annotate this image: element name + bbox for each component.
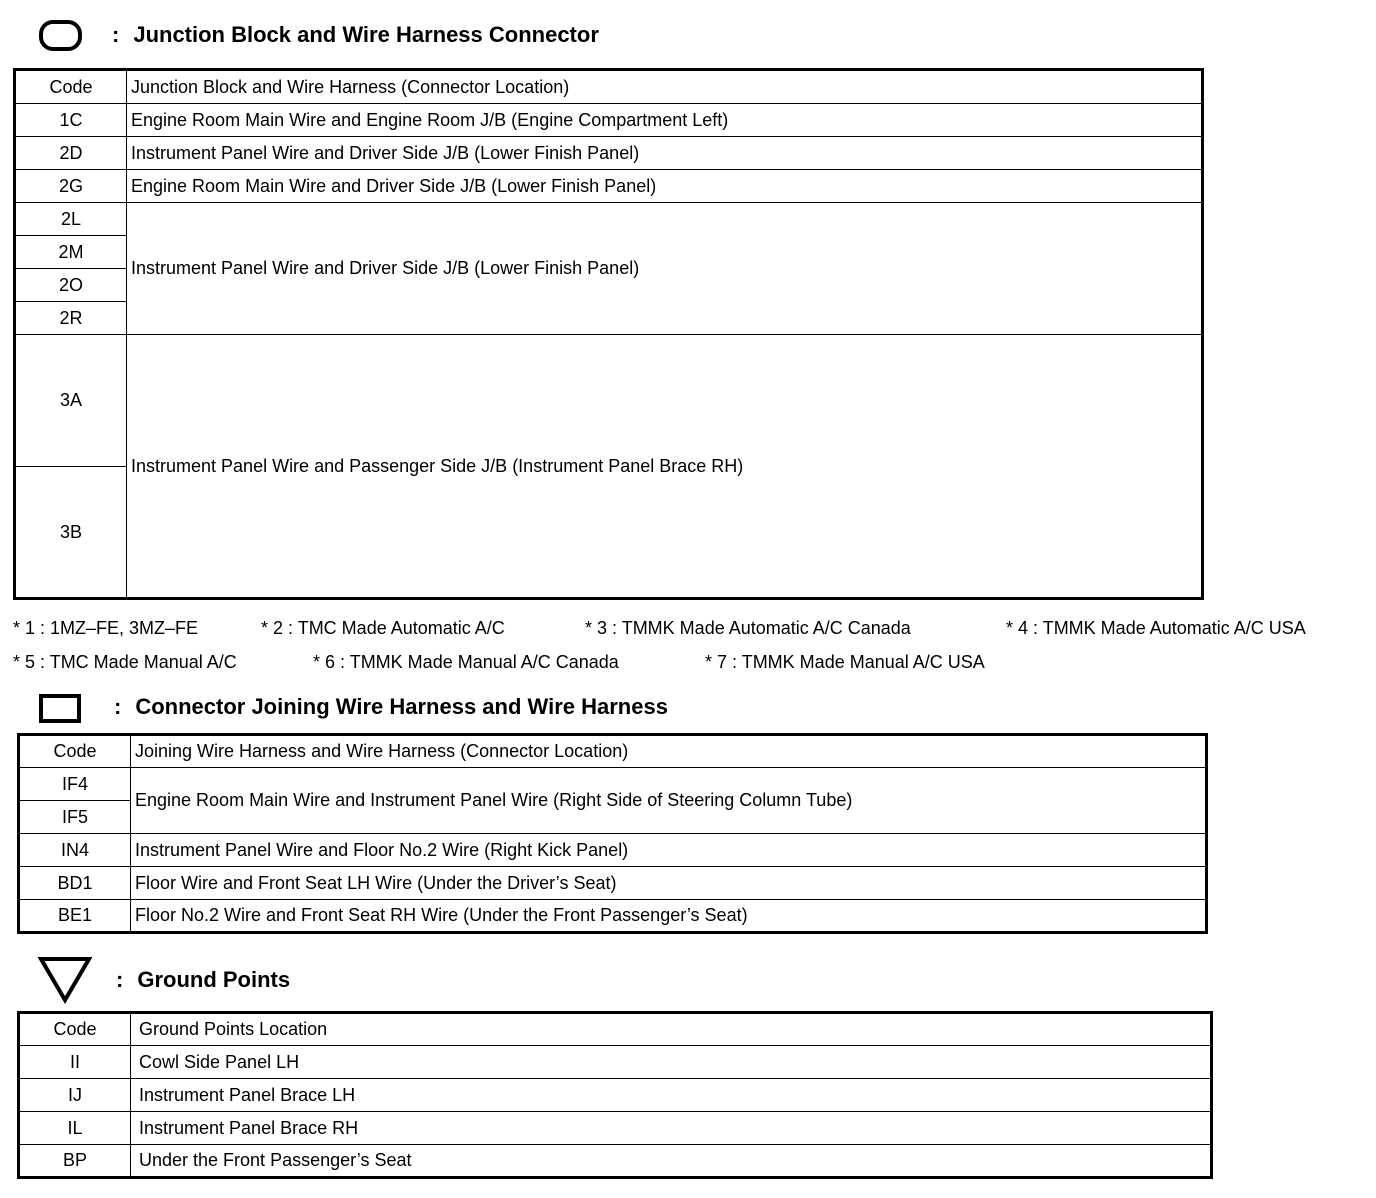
code-header: Code — [15, 70, 127, 104]
row-code: 2M — [15, 236, 127, 269]
row-code: IL — [19, 1112, 131, 1145]
row-desc: Instrument Panel Brace LH — [131, 1079, 1212, 1112]
row-code: 3A — [15, 335, 127, 467]
table-header-row — [19, 1013, 1212, 1046]
group-desc: Instrument Panel Wire and Driver Side J/B (Lower Finish Panel) — [127, 203, 1203, 335]
table-row — [19, 768, 1207, 801]
row-code: 3B — [15, 467, 127, 599]
row-code: IF5 — [19, 801, 131, 834]
note: * 3 : TMMK Made Automatic A/C Canada — [585, 618, 911, 638]
square-icon — [38, 690, 84, 724]
heading-colon: : — [112, 22, 120, 47]
rounded-rectangle-icon — [38, 18, 84, 52]
table-row — [19, 900, 1207, 933]
row-code: IN4 — [19, 834, 131, 867]
row-code: IF4 — [19, 768, 131, 801]
junction-section-heading — [38, 18, 599, 52]
group-desc: Engine Room Main Wire and Instrument Panel Wire (Right Side of Steering Column Tube) — [131, 768, 1207, 834]
row-code: 2O — [15, 269, 127, 302]
table-row — [19, 834, 1207, 867]
heading-colon: : — [116, 967, 124, 992]
desc-header: Joining Wire Harness and Wire Harness (Connector Location) — [131, 735, 1207, 768]
row-code: 2D — [15, 137, 127, 170]
code-header: Code — [19, 1013, 131, 1046]
group-desc: Instrument Panel Wire and Passenger Side J/B (Instrument Panel Brace RH) — [127, 335, 1203, 599]
ground-table — [17, 1011, 1213, 1179]
triangle-down-icon — [38, 955, 92, 1005]
table-row — [15, 137, 1203, 170]
desc-header: Junction Block and Wire Harness (Connector Location) — [127, 70, 1203, 104]
note: * 4 : TMMK Made Automatic A/C USA — [1006, 618, 1306, 638]
heading-colon: : — [114, 694, 122, 719]
row-desc: Engine Room Main Wire and Driver Side J/B (Lower Finish Panel) — [127, 170, 1203, 203]
row-code: 2G — [15, 170, 127, 203]
note: * 1 : 1MZ–FE, 3MZ–FE — [13, 618, 199, 638]
row-code: BP — [19, 1145, 131, 1178]
table-row — [19, 1145, 1212, 1178]
joining-title: Connector Joining Wire Harness and Wire Harness — [135, 694, 668, 719]
ground-title: Ground Points — [137, 967, 291, 992]
joining-section-heading — [38, 690, 668, 724]
desc-header: Ground Points Location — [131, 1013, 1212, 1046]
table-row — [15, 203, 1203, 236]
row-desc: Instrument Panel Wire and Driver Side J/B (Lower Finish Panel) — [127, 137, 1203, 170]
junction-title: Junction Block and Wire Harness Connector — [133, 22, 599, 47]
table-row — [19, 1079, 1212, 1112]
row-code: II — [19, 1046, 131, 1079]
row-code: 1C — [15, 104, 127, 137]
row-desc: Instrument Panel Wire and Floor No.2 Wire (Right Kick Panel) — [131, 834, 1207, 867]
row-code: IJ — [19, 1079, 131, 1112]
joining-table — [17, 733, 1208, 934]
row-desc: Instrument Panel Brace RH — [131, 1112, 1212, 1145]
junction-table — [13, 68, 1204, 600]
row-code: 2L — [15, 203, 127, 236]
note: * 2 : TMC Made Automatic A/C — [261, 618, 505, 638]
note: * 5 : TMC Made Manual A/C — [13, 652, 237, 672]
row-desc: Cowl Side Panel LH — [131, 1046, 1212, 1079]
code-header: Code — [19, 735, 131, 768]
table-header-row — [19, 735, 1207, 768]
table-row — [15, 104, 1203, 137]
row-code: BD1 — [19, 867, 131, 900]
ground-section-heading — [38, 955, 290, 1005]
table-row — [15, 170, 1203, 203]
table-row — [19, 867, 1207, 900]
row-desc: Under the Front Passenger’s Seat — [131, 1145, 1212, 1178]
row-desc: Engine Room Main Wire and Engine Room J/B (Engine Compartment Left) — [127, 104, 1203, 137]
table-header-row — [15, 70, 1203, 104]
row-desc: Floor Wire and Front Seat LH Wire (Under the Driver’s Seat) — [131, 867, 1207, 900]
row-code: BE1 — [19, 900, 131, 933]
note: * 7 : TMMK Made Manual A/C USA — [705, 652, 985, 672]
note: * 6 : TMMK Made Manual A/C Canada — [313, 652, 619, 672]
row-code: 2R — [15, 302, 127, 335]
table-row — [19, 1046, 1212, 1079]
table-row — [15, 335, 1203, 467]
row-desc: Floor No.2 Wire and Front Seat RH Wire (Under the Front Passenger’s Seat) — [131, 900, 1207, 933]
table-row — [19, 1112, 1212, 1145]
